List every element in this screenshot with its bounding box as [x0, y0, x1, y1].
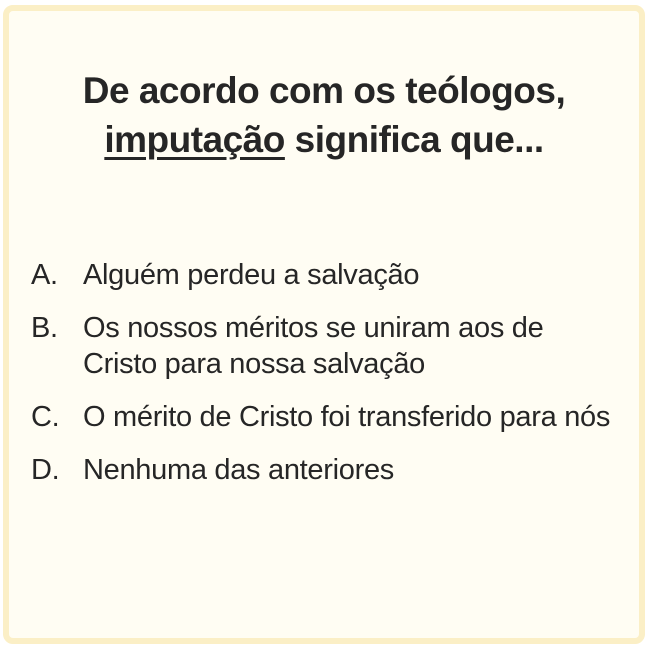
- option-d-letter: D.: [31, 454, 60, 486]
- option-a-letter: A.: [31, 259, 58, 291]
- question-title: [9, 66, 639, 164]
- option-c[interactable]: [31, 399, 611, 435]
- option-d-text: Nenhuma das anteriores: [83, 454, 394, 486]
- option-b-letter: B.: [31, 312, 58, 344]
- option-b-text: Os nossos méritos se uniram aos de Cristo para nossa salvação: [83, 312, 544, 380]
- question-title-line1: De acordo com os teólogos,: [82, 70, 566, 111]
- option-c-text: O mérito de Cristo foi transferido para nós: [83, 401, 611, 433]
- option-a-text: Alguém perdeu a salvação: [83, 259, 420, 291]
- answer-options: [31, 257, 611, 505]
- question-card: [3, 5, 645, 644]
- option-b[interactable]: [31, 310, 611, 382]
- option-c-letter: C.: [31, 401, 60, 433]
- option-d[interactable]: [31, 452, 611, 488]
- option-a[interactable]: [31, 257, 611, 293]
- question-title-rest: significa que...: [284, 119, 544, 160]
- question-term: imputação: [104, 119, 285, 160]
